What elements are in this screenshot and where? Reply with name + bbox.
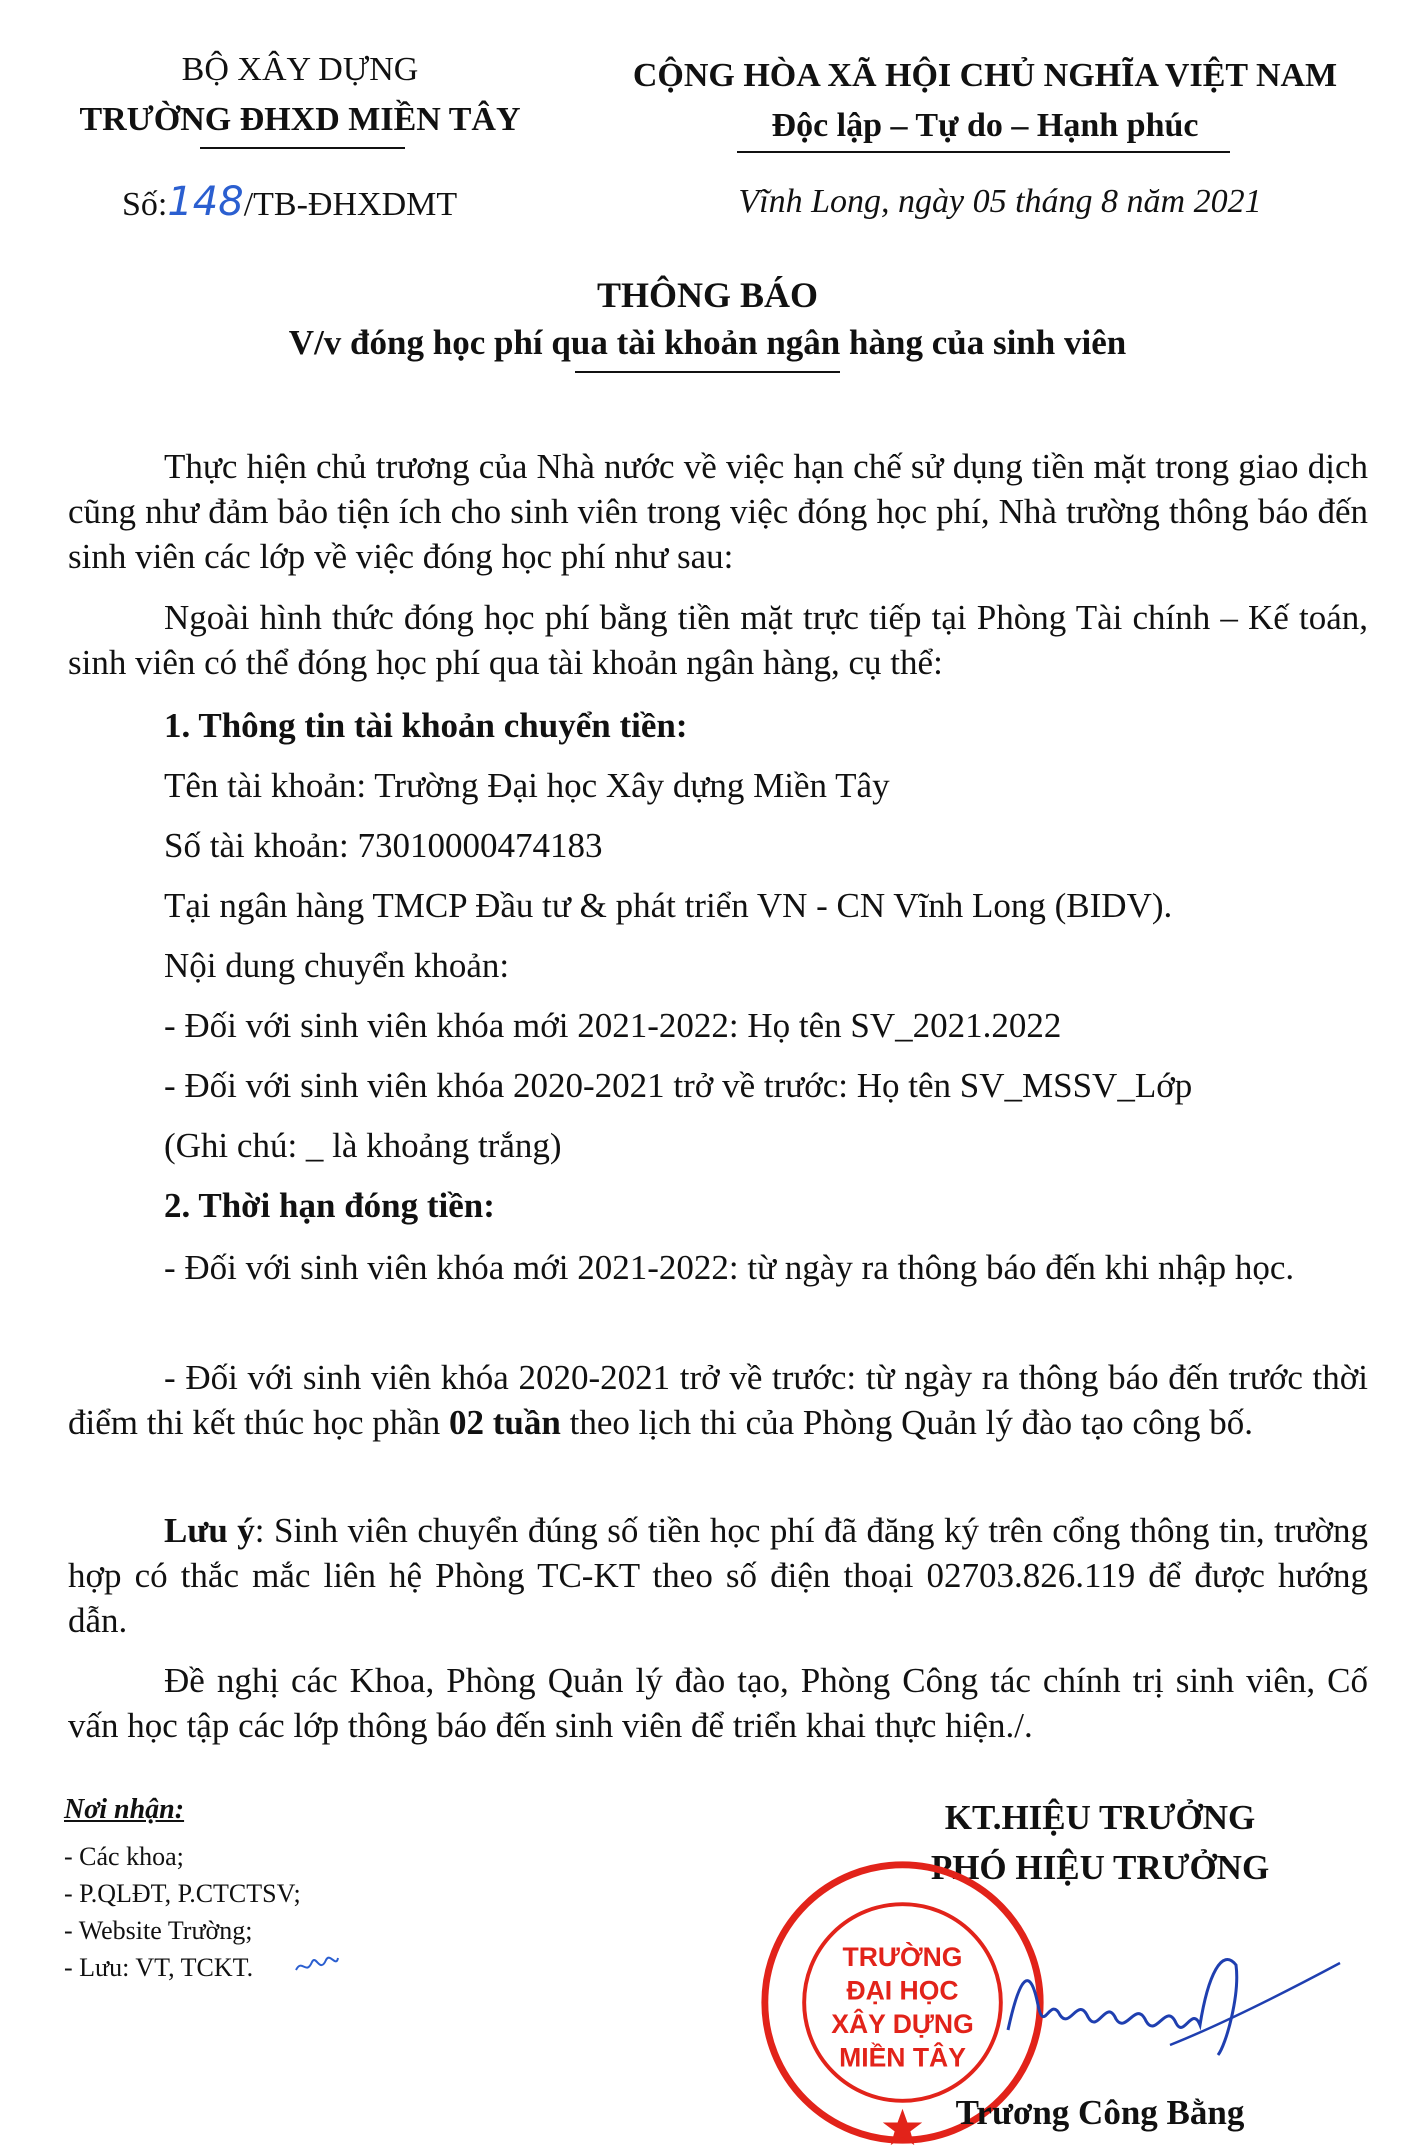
document-subject: V/v đóng học phí qua tài khoản ngân hàng của sinh viên xyxy=(288,323,1127,362)
seal-line: ĐẠI HỌC xyxy=(846,1975,959,2006)
section-1-heading: 1. Thông tin tài khoản chuyển tiền: xyxy=(164,706,688,745)
signature-title-1: KT.HIỆU TRƯỞNG xyxy=(944,1798,1256,1837)
motto-underline xyxy=(737,151,1230,153)
recipient-item: - Lưu: VT, TCKT. xyxy=(64,1953,254,1982)
recipient-item: - Website Trường; xyxy=(64,1916,253,1945)
transfer-note: (Ghi chú: _ là khoảng trắng) xyxy=(164,1126,562,1165)
transfer-content-new-students: - Đối với sinh viên khóa mới 2021-2022: Họ tên SV_2021.2022 xyxy=(164,1006,1062,1045)
subject-underline xyxy=(575,371,840,373)
seal-line: MIỀN TÂY xyxy=(839,2042,966,2073)
handwritten-number: 148 xyxy=(167,179,244,225)
closing-paragraph: Đề nghị các Khoa, Phòng Quản lý đào tạo, Phòng Công tác chính trị sinh viên, Cố vấn học tập các lớp thông báo đến sinh viên để triển khai thực hiện./. xyxy=(68,1661,1368,1745)
recipient-item: - P.QLĐT, P.CTCTSV; xyxy=(64,1879,301,1908)
account-number: Số tài khoản: 73010000474183 xyxy=(164,826,603,865)
section-2-heading: 2. Thời hạn đóng tiền: xyxy=(164,1186,495,1225)
document-title: THÔNG BÁO xyxy=(596,275,819,315)
signature-title-2: PHÓ HIỆU TRƯỞNG xyxy=(930,1848,1270,1887)
recipient-item: - Các khoa; xyxy=(64,1842,184,1871)
recipients-label: Nơi nhận: xyxy=(64,1794,185,1825)
motto: Độc lập – Tự do – Hạnh phúc xyxy=(771,107,1199,144)
initials-mark xyxy=(292,1950,342,1980)
paragraph-intro: Thực hiện chủ trương của Nhà nước về việc hạn chế sử dụng tiền mặt trong giao dịch cũng như đảm bảo tiện ích cho sinh viên trong việc đóng học phí, Nhà trường thông báo đến sinh viên các lớp về việc đóng học phí như sau: xyxy=(68,447,1368,576)
ministry-name: BỘ XÂY DỰNG xyxy=(181,51,419,88)
account-name: Tên tài khoản: Trường Đại học Xây dựng Miền Tây xyxy=(164,766,890,805)
seal-line: XÂY DỰNG xyxy=(831,2008,974,2039)
payment-note: Lưu ý: Sinh viên chuyển đúng số tiền học phí đã đăng ký trên cổng thông tin, trường hợp có thắc mắc liên hệ Phòng TC-KT theo số điện thoại 02703.826.119 để được hướng dẫn. xyxy=(68,1511,1368,1640)
bank-name: Tại ngân hàng TMCP Đầu tư & phát triển VN - CN Vĩnh Long (BIDV). xyxy=(164,886,1173,925)
place-date: Vĩnh Long, ngày 05 tháng 8 năm 2021 xyxy=(738,183,1262,220)
transfer-content-old-students: - Đối với sinh viên khóa 2020-2021 trở về trước: Họ tên SV_MSSV_Lớp xyxy=(164,1066,1193,1105)
document-number xyxy=(122,180,457,227)
payment-note-label: Lưu ý xyxy=(164,1511,255,1550)
school-name: TRƯỜNG ĐHXD MIỀN TÂY xyxy=(79,101,521,138)
number-suffix: /TB-ĐHXDMT xyxy=(243,186,458,223)
transfer-content-label: Nội dung chuyển khoản: xyxy=(164,946,510,985)
deadline-new-students: - Đối với sinh viên khóa mới 2021-2022: từ ngày ra thông báo đến khi nhập học. xyxy=(164,1248,1295,1287)
country-name: CỘNG HÒA XÃ HỘI CHỦ NGHĨA VIỆT NAM xyxy=(632,57,1338,94)
deadline-weeks: 02 tuần xyxy=(449,1403,561,1442)
handwritten-signature xyxy=(990,1935,1350,2065)
number-prefix: Số: xyxy=(122,186,168,223)
school-underline xyxy=(200,147,405,149)
paragraph-payment-methods: Ngoài hình thức đóng học phí bằng tiền mặt trực tiếp tại Phòng Tài chính – Kế toán, sinh viên có thể đóng học phí qua tài khoản ngân hàng, cụ thể: xyxy=(68,598,1368,682)
seal-line: TRƯỜNG xyxy=(842,1942,963,1973)
deadline-old-students: - Đối với sinh viên khóa 2020-2021 trở về trước: từ ngày ra thông báo đến trước thời điểm thi kết thúc học phần 02 tuần theo lịch thi của Phòng Quản lý đào tạo công bố. xyxy=(68,1358,1368,1442)
signer-name: Trương Công Bằng xyxy=(955,2093,1245,2132)
